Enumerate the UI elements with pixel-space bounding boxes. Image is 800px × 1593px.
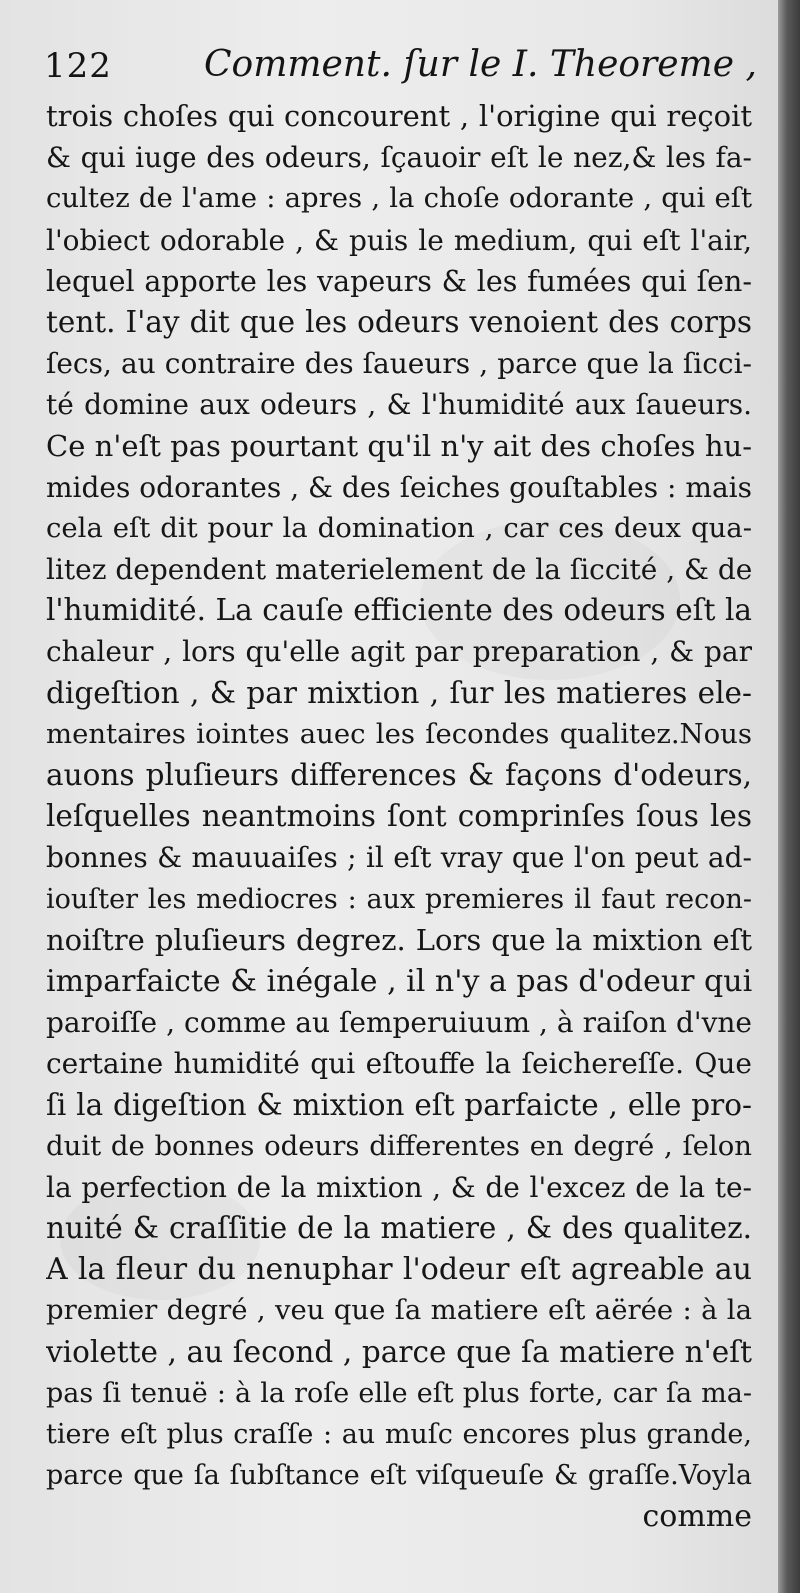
text-line: tiere eſt plus craſſe : au muſc encores plus grande, (46, 1419, 752, 1450)
text-line: leſquelles neantmoins ſont comprinſes ſous les (46, 799, 752, 834)
text-line: ſi la digeſtion & mixtion eſt parfaicte , elle pro- (46, 1087, 752, 1122)
body-text (46, 96, 752, 1538)
text-line: premier degré , veu que ſa matiere eſt aërée : à la (46, 1294, 752, 1327)
text-line: digeſtion , & par mixtion , ſur les matieres ele- (46, 675, 752, 710)
text-line: pas ſi tenuë : à la roſe elle eſt plus forte, car ſa ma- (46, 1377, 752, 1409)
text-line: duit de bonnes odeurs differentes en degré , ſelon (46, 1129, 752, 1162)
text-line: trois choſes qui concourent , l'origine qui reçoit (46, 99, 752, 133)
page-header (44, 38, 757, 98)
text-line: lequel apporte les vapeurs & les fumées qui ſen- (46, 264, 752, 298)
page-gutter-shadow (778, 0, 800, 1593)
text-line: l'obiect odorable , & puis le medium, qui eſt l'air, (46, 223, 752, 257)
text-line: noiſtre pluſieurs degrez. Lors que la mixtion eſt (46, 922, 752, 957)
running-head: Comment. ſur le I. Theoreme , (204, 44, 757, 85)
text-line: Ce n'eſt pas pourtant qu'il n'y ait des choſes hu- (46, 428, 752, 463)
text-line: imparfaicte & inégale , il n'y a pas d'odeur qui (46, 963, 752, 999)
text-line: la perfection de la mixtion , & de l'excez de la te- (46, 1170, 752, 1204)
text-line: cultez de l'ame : apres , la choſe odorante , qui eſt (46, 182, 752, 215)
text-line: iouſter les mediocres : aux premieres il faut recon- (46, 883, 752, 915)
text-line: violette , au ſecond , parce que ſa matiere n'eſt (46, 1334, 752, 1369)
page-number: 122 (44, 46, 112, 86)
text-line: auons pluſieurs differences & façons d'odeurs, (46, 758, 752, 792)
text-line: nuité & craſſitie de la matiere , & des qualitez. (46, 1211, 752, 1246)
text-line: paroiſſe , comme au ſemperuiuum , à raiſon d'vne (46, 1006, 752, 1040)
text-line: A la fleur du nenuphar l'odeur eſt agreable au (46, 1252, 752, 1288)
text-line: chaleur , lors qu'elle agit par preparation , & par (46, 635, 752, 669)
text-line: té domine aux odeurs , & l'humidité aux ſaueurs. (46, 388, 752, 422)
text-line: ſecs, au contraire des ſaueurs , parce que la ſicci- (46, 347, 752, 381)
text-line: l'humidité. La cauſe efficiente des odeurs eſt la (46, 593, 752, 628)
text-line: mentaires iointes auec les ſecondes qualitez.Nous (46, 717, 752, 750)
text-line: mides odorantes , & des ſeiches gouſtables : mais (46, 470, 752, 504)
text-line: litez dependent materielement de la ſiccité , & de (46, 553, 752, 587)
text-line: tent. I'ay dit que les odeurs venoient des corps (46, 304, 752, 339)
text-line: certaine humidité qui eſtouffe la ſeichereſſe. Que (46, 1047, 752, 1081)
catchword: comme (642, 1499, 752, 1535)
text-line: cela eſt dit pour la domination , car ces deux qua- (46, 511, 752, 544)
text-line: parce que ſa ſubſtance eſt viſqueuſe & graſſe.Voyla (46, 1460, 752, 1492)
text-line: bonnes & mauuaiſes ; il eſt vray que l'on peut ad- (46, 841, 752, 875)
text-line: & qui iuge des odeurs, ſçauoir eſt le nez,& les fa- (46, 141, 752, 175)
